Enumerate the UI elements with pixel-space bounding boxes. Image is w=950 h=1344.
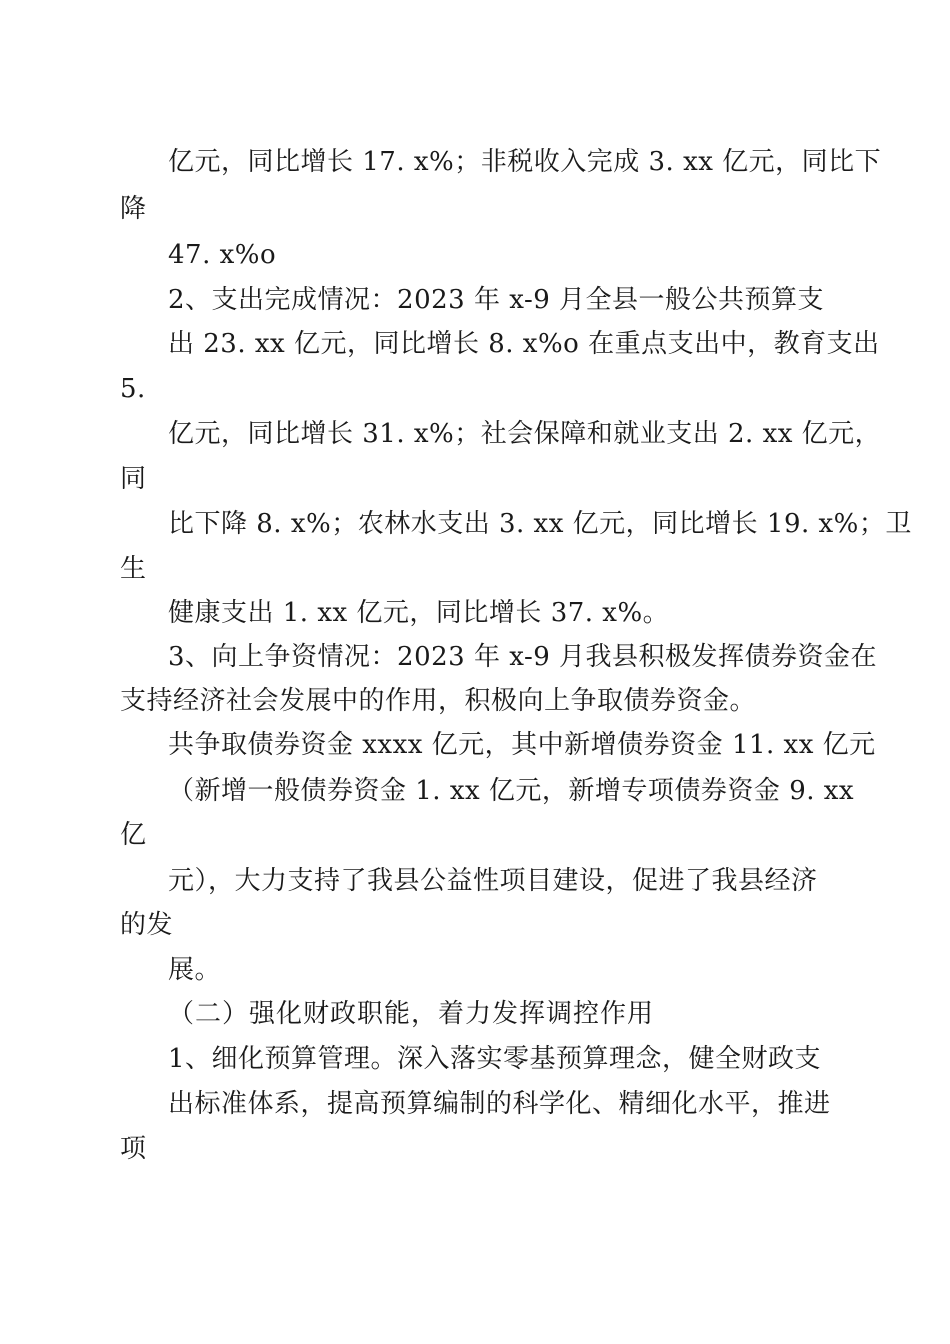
section-heading: （二）强化财政职能，着力发挥调控作用 (168, 999, 655, 1029)
text-line: 出标准体系，提高预算编制的科学化、精细化水平，推进 (168, 1089, 831, 1119)
text-line: 同 (120, 464, 147, 494)
text-line: 比下降 8. x%；农林水支出 3. xx 亿元，同比增长 19. x%；卫 (168, 509, 912, 539)
text-line: 1、细化预算管理。深入落实零基预算理念，健全财政支 (168, 1044, 822, 1074)
text-line: 展。 (168, 955, 222, 985)
text-line: 共争取债券资金 xxxx 亿元，其中新增债券资金 11. xx 亿元 (168, 730, 876, 760)
text-line: 亿 (120, 820, 147, 850)
text-line: 降 (120, 194, 147, 224)
text-line: 2、支出完成情况：2023 年 x-9 月全县一般公共预算支 (168, 285, 825, 315)
text-line: 47. x%o (168, 240, 277, 270)
text-line: 元），大力支持了我县公益性项目建设，促进了我县经济 (168, 866, 818, 896)
text-line: 亿元，同比增长 31. x%；社会保障和就业支出 2. xx 亿元， (168, 419, 882, 449)
text-line: 亿元，同比增长 17. x%；非税收入完成 3. xx 亿元，同比下 (168, 147, 882, 177)
text-line: 出 23. xx 亿元，同比增长 8. x%o 在重点支出中，教育支出 (168, 329, 880, 359)
text-line: 项 (120, 1134, 147, 1164)
text-line: （新增一般债券资金 1. xx 亿元，新增专项债券资金 9. xx (168, 776, 855, 806)
text-line: 健康支出 1. xx 亿元，同比增长 37. x%。 (168, 598, 670, 628)
text-line: 支持经济社会发展中的作用，积极向上争取债券资金。 (120, 686, 757, 716)
text-line: 的发 (120, 910, 174, 940)
text-line: 3、向上争资情况：2023 年 x-9 月我县积极发挥债券资金在 (168, 642, 878, 672)
text-line: 生 (120, 554, 147, 584)
text-line: 5. (120, 374, 146, 404)
